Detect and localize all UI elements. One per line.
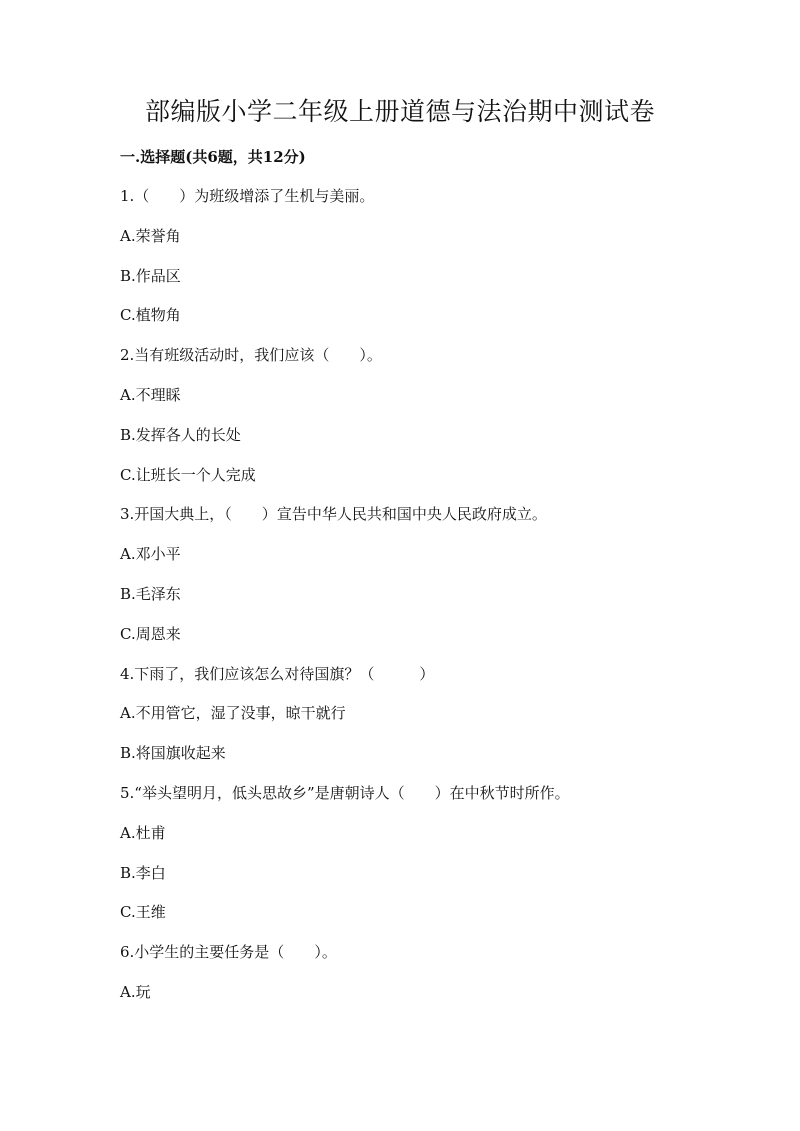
option-3a: A.邓小平 — [120, 545, 181, 564]
question-list — [120, 185, 720, 1021]
option-3b: B.毛泽东 — [120, 584, 181, 603]
option-5b: B.李白 — [120, 863, 166, 882]
option-5a: A.杜甫 — [120, 823, 166, 842]
option-5c: C.王维 — [120, 903, 166, 922]
question-1: 1.（ ）为班级增添了生机与美丽。 — [120, 187, 375, 205]
option-1c: C.植物角 — [120, 306, 181, 325]
page-title: 部编版小学二年级上册道德与法治期中测试卷 — [144, 97, 655, 126]
question-2: 2.当有班级活动时，我们应该（ ）。 — [120, 346, 382, 365]
question-6: 6.小学生的主要任务是（ ）。 — [120, 943, 337, 962]
option-4b: B.将国旗收起来 — [120, 744, 226, 763]
option-1b: B.作品区 — [120, 266, 181, 285]
option-1a: A.荣誉角 — [120, 226, 181, 245]
question-4: 4.下雨了，我们应该怎么对待国旗？（ ） — [120, 664, 435, 683]
option-4a: A.不用管它，湿了没事，晾干就行 — [120, 704, 346, 723]
option-2b: B.发挥各人的长处 — [120, 425, 241, 444]
question-3: 3.开国大典上，（ ）宣告中华人民共和国中央人民政府成立。 — [120, 505, 547, 524]
section-heading: 一.选择题(共6题，共12分) — [120, 148, 306, 166]
question-5: 5.“举头望明月，低头思故乡”是唐朝诗人（ ）在中秋节时所作。 — [120, 783, 570, 802]
option-3c: C.周恩来 — [120, 624, 181, 643]
option-6a: A.玩 — [120, 982, 151, 1001]
option-2a: A.不理睬 — [120, 385, 181, 404]
option-2c: C.让班长一个人完成 — [120, 465, 256, 484]
